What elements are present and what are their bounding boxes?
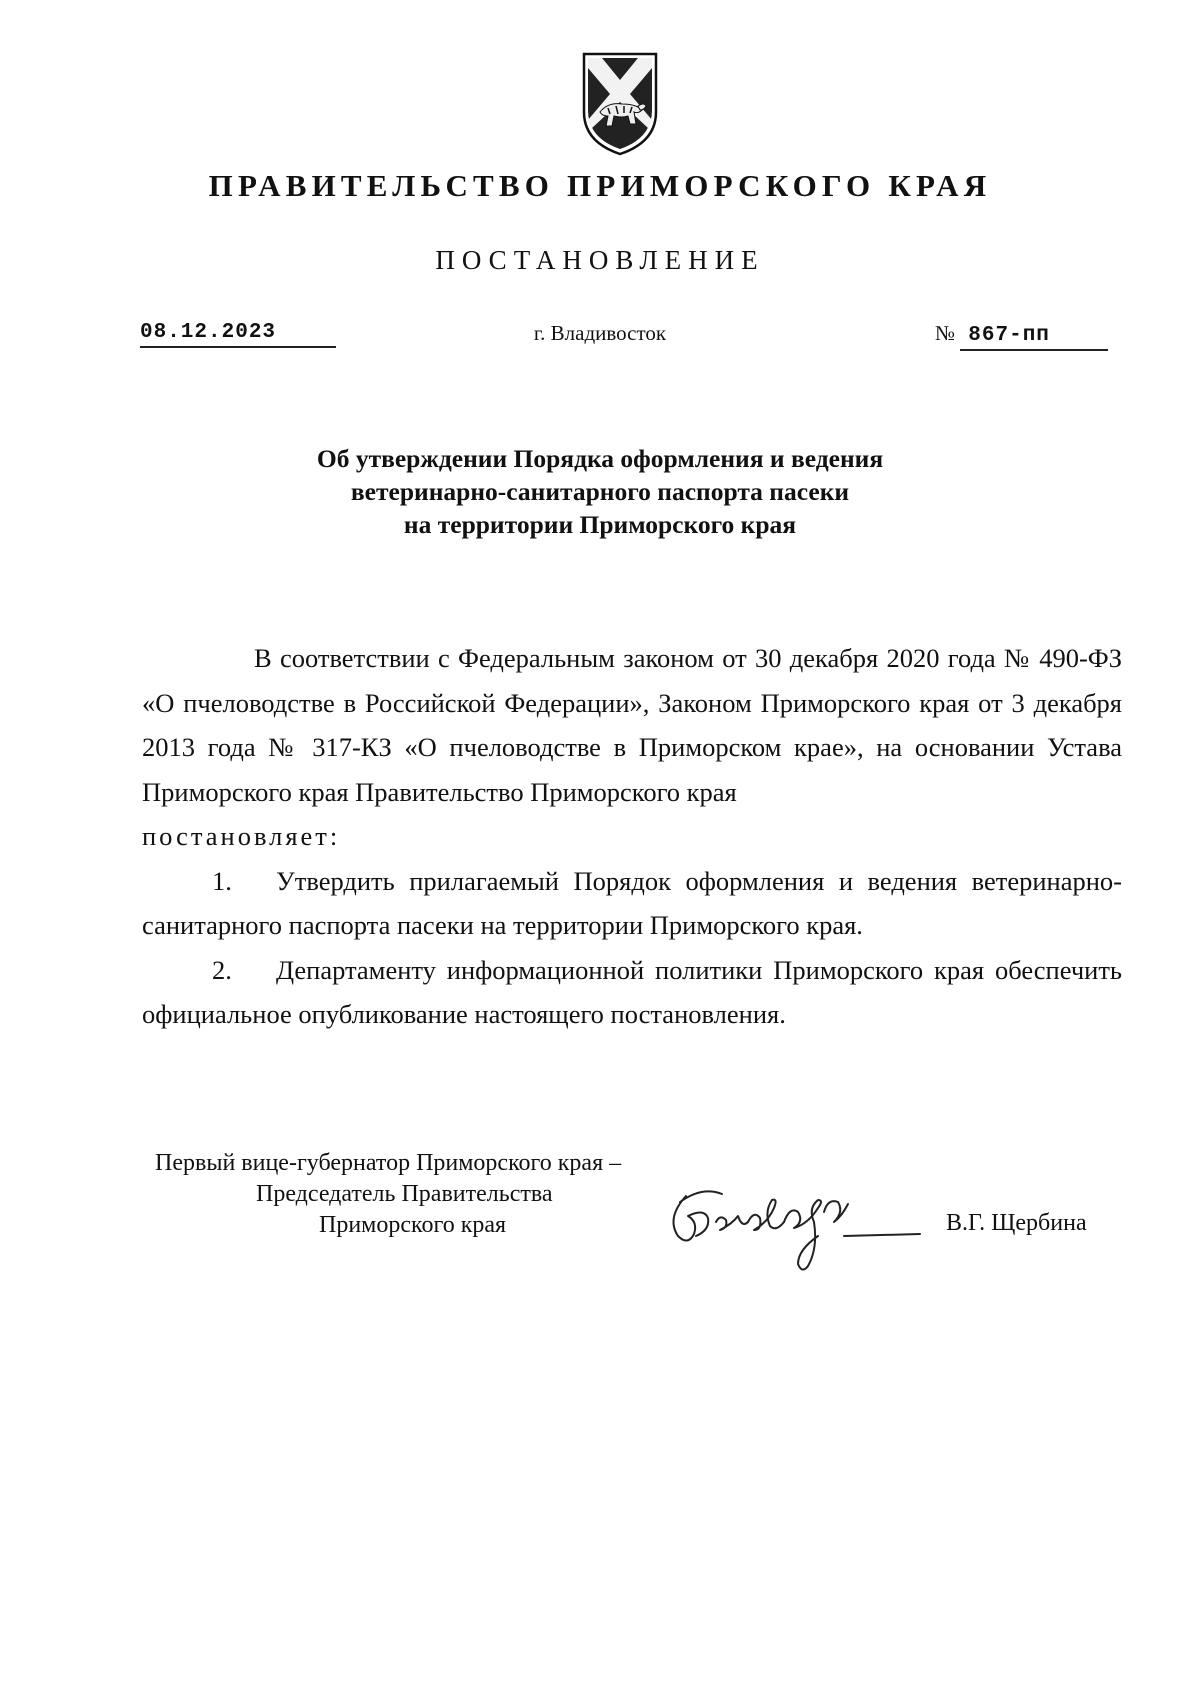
title-line-3: на территории Приморского края <box>403 510 797 539</box>
organization-title: ПРАВИТЕЛЬСТВО ПРИМОРСКОГО КРАЯ <box>208 168 992 203</box>
preamble-paragraph: В соответствии с Федеральным законом от 30 декабря 2020 года № 490-ФЗ «О пчеловодстве в Российской Федерации», Законом Приморского края от 3 декабря 2013 года № 317-КЗ «О пчеловодстве в Приморском крае», на основании Устава Приморского края Правительство Приморского края <box>142 643 1122 807</box>
title-line-2: ветеринарно-санитарного паспорта пасеки <box>350 477 850 506</box>
handwritten-signature <box>658 1178 938 1278</box>
list-item <box>142 859 1122 948</box>
position-line-1: Первый вице-губернатор Приморского края – <box>155 1150 622 1176</box>
resolves-text: постановляет: <box>142 821 341 851</box>
position-line-2: Председатель Правительства <box>256 1181 553 1207</box>
document-date: 08.12.2023 <box>140 320 336 348</box>
document-number-field <box>935 320 1115 351</box>
document-city: г. Владивосток <box>533 321 667 345</box>
item-number: 2. <box>212 954 232 985</box>
item-text: Департаменту информационной политики Приморского края обеспечить официальное опубликование настоящего постановления. <box>142 954 1122 1029</box>
document-title <box>0 442 1200 541</box>
signer-name: В.Г. Щербина <box>946 1210 1087 1236</box>
title-line-1: Об утверждении Порядка оформления и ведения <box>316 444 884 473</box>
coat-of-arms-emblem <box>578 50 662 156</box>
item-number: 1. <box>212 865 232 896</box>
number-prefix: № <box>935 321 956 345</box>
document-type: ПОСТАНОВЛЕНИЕ <box>435 245 765 275</box>
document-number: 867-пп <box>960 323 1108 351</box>
item-text: Утвердить прилагаемый Порядок оформления и ведения ветеринарно-санитарного паспорта пасеки на территории Приморского края. <box>142 865 1122 940</box>
list-item <box>142 948 1122 1037</box>
position-line-3: Приморского края <box>319 1212 507 1238</box>
document-body <box>142 636 1122 1037</box>
